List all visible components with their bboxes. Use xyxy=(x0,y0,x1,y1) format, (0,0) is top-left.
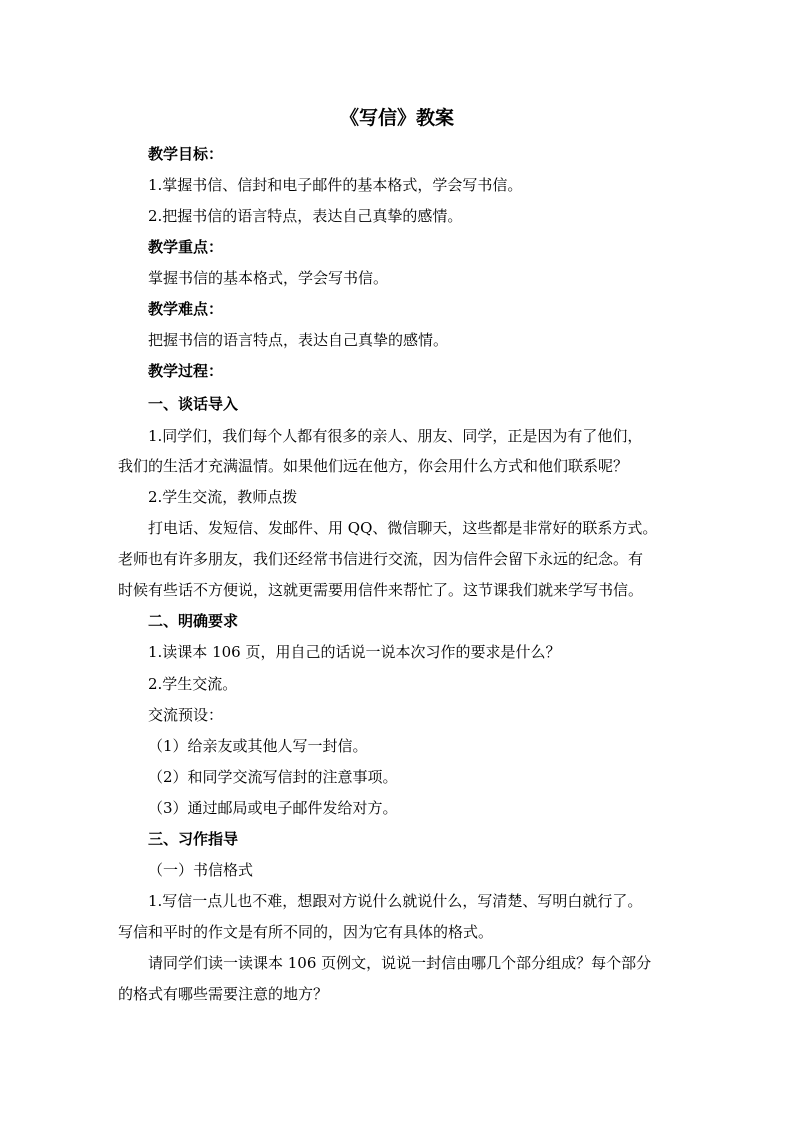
page-title: 《写信》教案 xyxy=(339,107,454,129)
paragraph-line: 交流预设： xyxy=(148,706,224,724)
subsection-heading: （一）书信格式 xyxy=(148,861,254,879)
paragraph-line: 老师也有许多朋友，我们还经常书信进行交流，因为信件会留下永远的纪念。有 xyxy=(118,550,644,568)
difficulty: 把握书信的语言特点，表达自己真挚的感情。 xyxy=(148,331,449,349)
paragraph-line: 1.读课本 106 页，用自己的话说一说本次习作的要求是什么？ xyxy=(148,643,561,661)
paragraph-line: 时候有些话不方便说，这就更需要用信件来帮忙了。这节课我们就来学写书信。 xyxy=(118,581,644,599)
key-point: 掌握书信的基本格式，学会写书信。 xyxy=(148,269,389,287)
paragraph-line: 1.同学们，我们每个人都有很多的亲人、朋友、同学，正是因为有了他们， xyxy=(148,427,643,445)
goal-2: 2.把握书信的语言特点，表达自己真挚的感情。 xyxy=(148,207,463,225)
heading-key-points: 教学重点： xyxy=(148,238,224,256)
paragraph-line: 写信和平时的作文是有所不同的，因为它有具体的格式。 xyxy=(118,923,494,941)
heading-teaching-goals: 教学目标： xyxy=(148,145,224,163)
list-item: （3）通过邮局或电子邮件发给对方。 xyxy=(148,799,398,817)
section-3-heading: 三、习作指导 xyxy=(148,830,239,848)
paragraph-line: 我们的生活才充满温情。如果他们远在他方，你会用什么方式和他们联系呢？ xyxy=(118,457,629,475)
heading-difficulties: 教学难点： xyxy=(148,300,224,318)
heading-teaching-process: 教学过程： xyxy=(148,362,224,380)
goal-1: 1.掌握书信、信封和电子邮件的基本格式，学会写书信。 xyxy=(148,176,523,194)
paragraph-line: 的格式有哪些需要注意的地方？ xyxy=(118,985,329,1003)
paragraph-line: 1.写信一点儿也不难，想跟对方说什么就说什么，写清楚、写明白就行了。 xyxy=(148,892,643,910)
section-1-heading: 一、谈话导入 xyxy=(148,395,239,413)
paragraph-line: 打电话、发短信、发邮件、用 QQ、微信聊天，这些都是非常好的联系方式。 xyxy=(148,519,658,537)
paragraph-line: 2.学生交流。 xyxy=(148,675,238,693)
paragraph-line: 请同学们读一读课本 106 页例文，说说一封信由哪几个部分组成？每个部分 xyxy=(148,954,652,972)
list-item: （1）给亲友或其他人写一封信。 xyxy=(148,737,368,755)
section-2-heading: 二、明确要求 xyxy=(148,612,239,630)
paragraph-line: 2.学生交流，教师点拨 xyxy=(148,488,298,506)
list-item: （2）和同学交流写信封的注意事项。 xyxy=(148,768,398,786)
